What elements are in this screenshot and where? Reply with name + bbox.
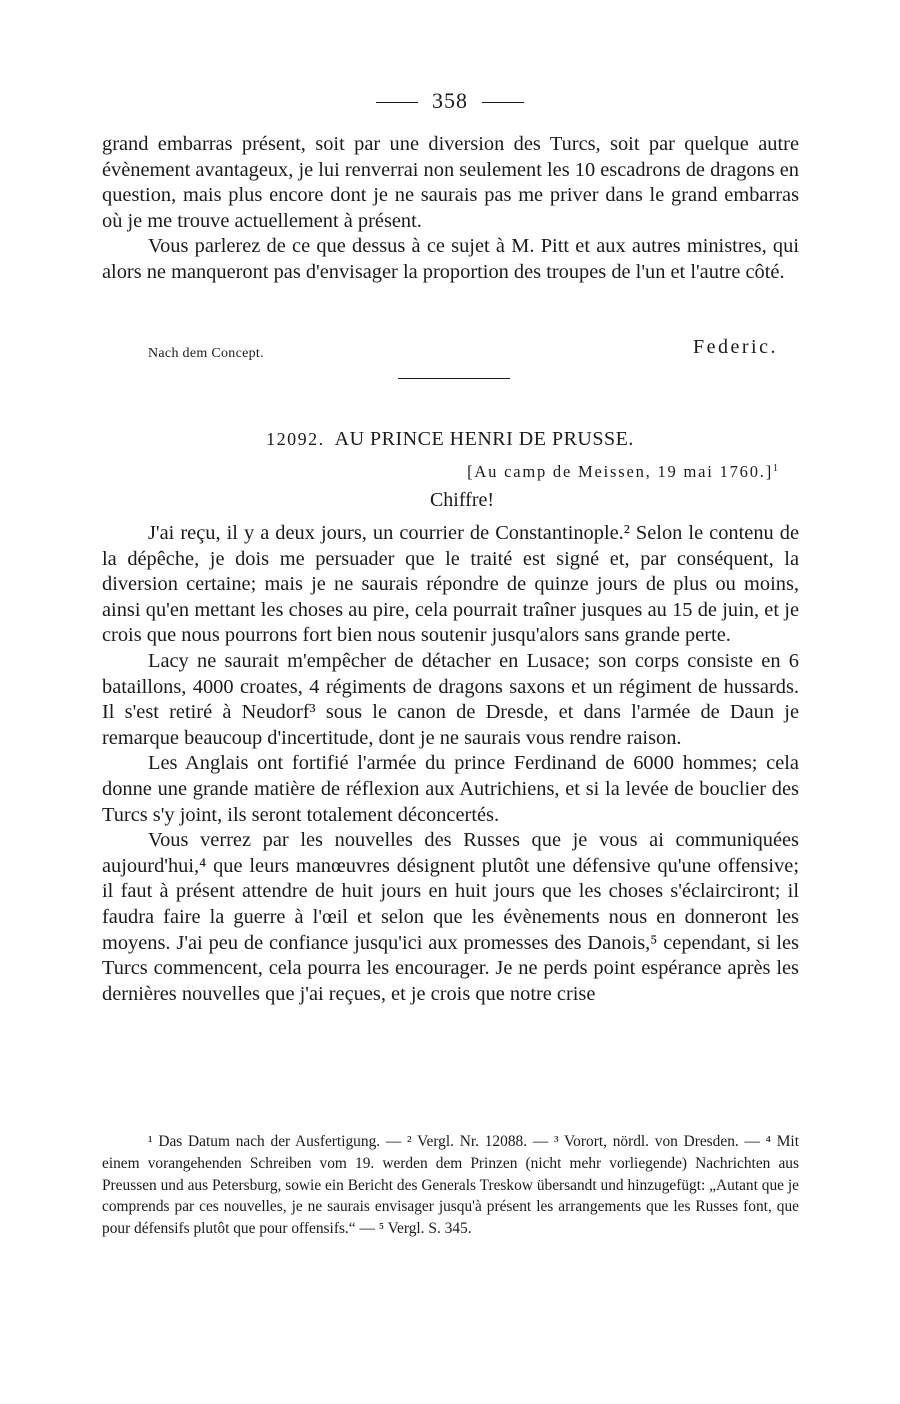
dateline-text: [Au camp de Meissen, 19 mai 1760.] [467,462,773,481]
letter-dateline [467,462,778,482]
letter-number: 12092. [266,429,325,449]
page-number: 358 [432,88,468,113]
page-header [0,88,900,114]
continuation-paragraph: grand embarras présent, soit par une diversion des Turcs, soit par quelque autre évènement avantageux, je lui renverrai non seulement les 10 escadrons de dragons en question, mais plus encore dont je ne saurais pas me priver dans le grand embarras où je me trouve actuellement à présent. [102,133,799,232]
letter-heading [0,428,900,451]
letter-paragraph: Les Anglais ont fortifié l'armée du prince Ferdinand de 6000 hommes; cela donne une grande matière de réflexion aux Autrichiens, et si la levée de bouclier des Turcs s'y joint, ils seront totalement déconcertés. [102,752,799,826]
letter-title: AU PRINCE HENRI DE PRUSSE. [334,428,634,450]
section-divider [398,378,510,379]
source-note: Nach dem Concept. [148,346,264,361]
signature: Federic. [693,336,778,358]
dateline-footnote-ref: 1 [773,463,778,474]
letter-paragraph: Vous verrez par les nouvelles des Russes que je vous ai communiquées aujourd'hui,⁴ que leurs manœuvres désignent plutôt une défensive qu'une offensive; il faut à présent attendre de huit jours en huit jours que les choses s'éclairciront; il faudra faire la guerre à l'œil et selon que les évènements nous en donneront les moyens. J'ai peu de confiance jusqu'ici aux promesses des Danois,⁵ cependant, si les Turcs commencent, cela pourra les encourager. Je ne perds point espérance après les dernières nouvelles que j'ai reçues, et je crois que notre crise [102,829,799,1005]
letter-paragraph: J'ai reçu, il y a deux jours, un courrier de Constantinople.² Selon le contenu de la dépêche, je dois me persuader que le traité est signé et, par conséquent, la diversion certaine; mais je ne saurais répondre de quinze jours de plus ou moins, ainsi qu'en mettant les choses au pire, cela pourrait traîner jusques au 15 de juin, et je crois que nous pourrons fort bien nous soutenir jusqu'alors sans grande perte. [102,522,799,647]
footnotes [102,1131,799,1240]
previous-letter-ending [102,132,799,286]
letter-paragraph: Lacy ne saurait m'empêcher de détacher en Lusace; son corps consiste en 6 bataillons, 4000 croates, 4 régiments de dragons saxons et un régiment de hussards. Il s'est retiré à Neudorf³ sous le canon de Dresde, et dans l'armée de Daun je remarque beaucoup d'incertitude, dont je ne saurais vous rendre raison. [102,649,799,749]
footnotes-text: ¹ Das Datum nach der Ausfertigung. — ² Vergl. Nr. 12088. — ³ Vorort, nördl. von Dresden. — ⁴ Mit einem vorangehenden Schreiben vom 19. werden dem Prinzen (nicht mehr vorliegende) Nachrichten aus Preussen und aus Petersburg, sowie ein Bericht des Generals Treskow übersandt und hinzugefügt: „Autant que je comprends par ces nouvelles, je ne saurais envisager jusqu'à présent les arrangements que les Russes font, que pour défensifs plutôt que pour offensifs.“ — ⁵ Vergl. S. 345. [102,1133,799,1238]
continuation-paragraph: Vous parlerez de ce que dessus à ce sujet à M. Pitt et aux autres ministres, qui alors ne manqueront pas d'envisager la proportion des troupes de l'un et l'autre côté. [102,235,799,283]
header-dash-right [482,102,524,103]
header-dash-left [376,102,418,103]
letter-body [102,521,799,1007]
cipher-note: Chiffre! [429,489,495,511]
